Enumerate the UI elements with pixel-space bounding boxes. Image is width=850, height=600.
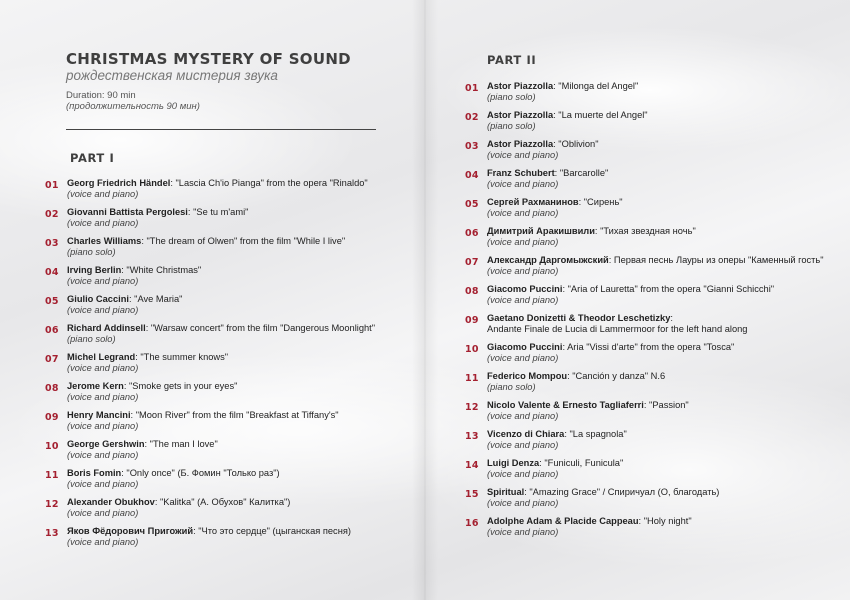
composer-name: Nicolo Valente & Ernesto Tagliaferri bbox=[487, 400, 644, 410]
item-number: 09 bbox=[45, 412, 59, 423]
composer-name: Giacomo Puccini bbox=[487, 284, 563, 294]
work-title: : "Kalitka" (А. Обухов" Калитка") bbox=[154, 497, 291, 507]
part-one-heading: PART I bbox=[70, 151, 115, 165]
item-title-line bbox=[487, 516, 692, 527]
item-number: 15 bbox=[465, 489, 479, 500]
item-number: 13 bbox=[45, 528, 59, 539]
performance-detail: (voice and piano) bbox=[67, 450, 139, 460]
item-title-line bbox=[67, 497, 290, 508]
work-title: : "Passion" bbox=[643, 400, 689, 410]
composer-name: Boris Fomin bbox=[67, 468, 122, 478]
item-title-line bbox=[487, 371, 665, 382]
work-title: : "Holy night" bbox=[638, 516, 692, 526]
work-title: : "La muerte del Angel" bbox=[553, 110, 648, 120]
performance-detail: (voice and piano) bbox=[67, 421, 139, 431]
item-title-line bbox=[67, 439, 218, 450]
item-number: 11 bbox=[465, 373, 479, 384]
performance-detail: (piano solo) bbox=[487, 121, 536, 131]
work-title: : Первая песнь Лауры из оперы "Каменный гость" bbox=[608, 255, 824, 265]
item-number: 04 bbox=[465, 170, 479, 181]
item-title-line bbox=[487, 342, 734, 353]
performance-detail: (voice and piano) bbox=[487, 353, 559, 363]
duration: Duration: 90 min bbox=[66, 90, 136, 101]
program-title-russian: рождественская мистерия звука bbox=[66, 68, 278, 83]
part-two-heading: PART II bbox=[487, 53, 537, 67]
work-title: : "Se tu m'ami" bbox=[187, 207, 249, 217]
item-number: 10 bbox=[465, 344, 479, 355]
work-title: : Aria "Vissi d'arte" from the opera "Tosca" bbox=[562, 342, 735, 352]
composer-name: Vicenzo di Chiara bbox=[487, 429, 565, 439]
composer-name: Jerome Kern bbox=[67, 381, 124, 391]
item-number: 07 bbox=[465, 257, 479, 268]
item-title-line bbox=[487, 226, 696, 237]
performance-detail: (voice and piano) bbox=[67, 363, 139, 373]
item-title-line bbox=[487, 110, 648, 121]
item-title-line bbox=[67, 236, 345, 247]
composer-name: Spiritual bbox=[487, 487, 525, 497]
work-title: : "Lascia Ch'io Pianga" from the opera "Rinaldo" bbox=[170, 178, 368, 188]
item-title-line bbox=[67, 381, 237, 392]
composer-name: Irving Berlin bbox=[67, 265, 122, 275]
work-title: : "The dream of Olwen" from the film "While I live" bbox=[141, 236, 346, 246]
composer-name: George Gershwin bbox=[67, 439, 145, 449]
item-title-line bbox=[487, 458, 623, 469]
item-title-line bbox=[67, 352, 228, 363]
performance-detail: (piano solo) bbox=[487, 382, 536, 392]
work-title: : "Canción y danza" N.6 bbox=[567, 371, 666, 381]
performance-detail: (voice and piano) bbox=[487, 237, 559, 247]
composer-name: Richard Addinsell bbox=[67, 323, 146, 333]
composer-name: Gaetano Donizetti & Theodor Leschetizky bbox=[487, 313, 671, 323]
item-number: 05 bbox=[45, 296, 59, 307]
item-number: 08 bbox=[465, 286, 479, 297]
performance-detail: (voice and piano) bbox=[67, 189, 139, 199]
composer-name: Димитрий Аракишвили bbox=[487, 226, 595, 236]
composer-name: Georg Friedrich Händel bbox=[67, 178, 171, 188]
work-title: : "Aria of Lauretta" from the opera "Gianni Schicchi" bbox=[562, 284, 775, 294]
item-title-line bbox=[487, 487, 719, 498]
item-number: 03 bbox=[465, 141, 479, 152]
work-title: : "La spagnola" bbox=[564, 429, 627, 439]
composer-name: Adolphe Adam & Placide Cappeau bbox=[487, 516, 639, 526]
item-title-line bbox=[487, 197, 623, 208]
work-title: : "Тихая звездная ночь" bbox=[594, 226, 696, 236]
item-title-line bbox=[67, 526, 351, 537]
composer-name: Charles Williams bbox=[67, 236, 142, 246]
item-number: 12 bbox=[465, 402, 479, 413]
composer-name: Alexander Obukhov bbox=[67, 497, 155, 507]
item-number: 05 bbox=[465, 199, 479, 210]
item-title-line bbox=[67, 468, 280, 479]
item-number: 01 bbox=[45, 180, 59, 191]
performance-detail: (voice and piano) bbox=[67, 305, 139, 315]
item-number: 10 bbox=[45, 441, 59, 452]
composer-name: Giovanni Battista Pergolesi bbox=[67, 207, 188, 217]
composer-name: Сергей Рахманинов bbox=[487, 197, 579, 207]
composer-name: Giacomo Puccini bbox=[487, 342, 563, 352]
performance-detail: (voice and piano) bbox=[487, 498, 559, 508]
composer-name: Michel Legrand bbox=[67, 352, 136, 362]
item-title-line bbox=[487, 255, 824, 266]
item-title-line bbox=[67, 207, 248, 218]
right-page bbox=[425, 0, 850, 600]
item-number: 13 bbox=[465, 431, 479, 442]
item-title-line bbox=[487, 81, 638, 92]
composer-name: Astor Piazzolla bbox=[487, 139, 554, 149]
item-title-line bbox=[67, 178, 368, 189]
item-number: 07 bbox=[45, 354, 59, 365]
performance-detail: (voice and piano) bbox=[487, 295, 559, 305]
item-title-line bbox=[487, 313, 673, 324]
item-number: 12 bbox=[45, 499, 59, 510]
work-title: : "Milonga del Angel" bbox=[553, 81, 639, 91]
performance-detail: (piano solo) bbox=[487, 92, 536, 102]
item-title-line bbox=[67, 410, 339, 421]
item-title-line bbox=[487, 168, 608, 179]
item-number: 09 bbox=[465, 315, 479, 326]
performance-detail: (voice and piano) bbox=[487, 208, 559, 218]
performance-detail: (voice and piano) bbox=[67, 218, 139, 228]
performance-detail: (voice and piano) bbox=[67, 508, 139, 518]
item-number: 02 bbox=[465, 112, 479, 123]
item-number: 08 bbox=[45, 383, 59, 394]
performance-detail: (voice and piano) bbox=[67, 479, 139, 489]
work-title: : "Что это сердце" (цыганская песня) bbox=[193, 526, 351, 536]
item-title-line bbox=[67, 323, 375, 334]
item-number: 03 bbox=[45, 238, 59, 249]
composer-name: Henry Mancini bbox=[67, 410, 131, 420]
work-title: : bbox=[670, 313, 673, 323]
composer-name: Luigi Denza bbox=[487, 458, 540, 468]
work-title: : "Amazing Grace" / Спиричуал (О, благодать) bbox=[524, 487, 720, 497]
item-title-line bbox=[487, 429, 627, 440]
work-title: : "The man I love" bbox=[144, 439, 218, 449]
item-number: 14 bbox=[465, 460, 479, 471]
item-number: 01 bbox=[465, 83, 479, 94]
item-number: 06 bbox=[45, 325, 59, 336]
item-number: 11 bbox=[45, 470, 59, 481]
performance-detail: (voice and piano) bbox=[487, 179, 559, 189]
item-title-line bbox=[67, 294, 182, 305]
item-number: 06 bbox=[465, 228, 479, 239]
work-title: : "White Christmas" bbox=[121, 265, 202, 275]
work-title: : "Warsaw concert" from the film "Dangerous Moonlight" bbox=[145, 323, 376, 333]
composer-name: Яков Фёдорович Пригожий bbox=[67, 526, 194, 536]
work-title: : "Smoke gets in your eyes" bbox=[123, 381, 238, 391]
item-title-line bbox=[67, 265, 201, 276]
performance-detail: (voice and piano) bbox=[67, 276, 139, 286]
duration-russian: (продолжительность 90 мин) bbox=[66, 101, 200, 112]
item-number: 02 bbox=[45, 209, 59, 220]
performance-detail: (piano solo) bbox=[67, 334, 116, 344]
item-number: 16 bbox=[465, 518, 479, 529]
work-title: : "The summer knows" bbox=[135, 352, 229, 362]
composer-name: Giulio Caccini bbox=[67, 294, 129, 304]
performance-detail: (voice and piano) bbox=[487, 266, 559, 276]
item-title-line bbox=[487, 400, 689, 411]
item-title-line bbox=[487, 284, 774, 295]
divider-line bbox=[66, 129, 376, 130]
performance-detail: (voice and piano) bbox=[487, 411, 559, 421]
composer-name: Franz Schubert bbox=[487, 168, 555, 178]
work-title: : "Funiculi, Funicula" bbox=[539, 458, 624, 468]
performance-detail: (voice and piano) bbox=[487, 469, 559, 479]
work-title: : "Barcarolle" bbox=[554, 168, 609, 178]
work-title: : "Moon River" from the film "Breakfast at Tiffany's" bbox=[130, 410, 339, 420]
composer-name: Александр Даргомыжский bbox=[487, 255, 609, 265]
composer-name: Astor Piazzolla bbox=[487, 81, 554, 91]
composer-name: Federico Mompou bbox=[487, 371, 568, 381]
performance-detail: (voice and piano) bbox=[67, 537, 139, 547]
performance-detail: (piano solo) bbox=[67, 247, 116, 257]
performance-detail: (voice and piano) bbox=[487, 150, 559, 160]
performance-detail: Andante Finale de Lucia di Lammermoor for the left hand along bbox=[487, 324, 748, 334]
performance-detail: (voice and piano) bbox=[67, 392, 139, 402]
work-title: : "Ave Maria" bbox=[129, 294, 183, 304]
performance-detail: (voice and piano) bbox=[487, 527, 559, 537]
work-title: : "Сирень" bbox=[578, 197, 623, 207]
composer-name: Astor Piazzolla bbox=[487, 110, 554, 120]
item-number: 04 bbox=[45, 267, 59, 278]
work-title: : "Oblivion" bbox=[553, 139, 599, 149]
work-title: : "Only once" (Б. Фомин "Только раз") bbox=[121, 468, 280, 478]
program-title: CHRISTMAS MYSTERY OF SOUND bbox=[66, 50, 351, 68]
performance-detail: (voice and piano) bbox=[487, 440, 559, 450]
item-title-line bbox=[487, 139, 599, 150]
